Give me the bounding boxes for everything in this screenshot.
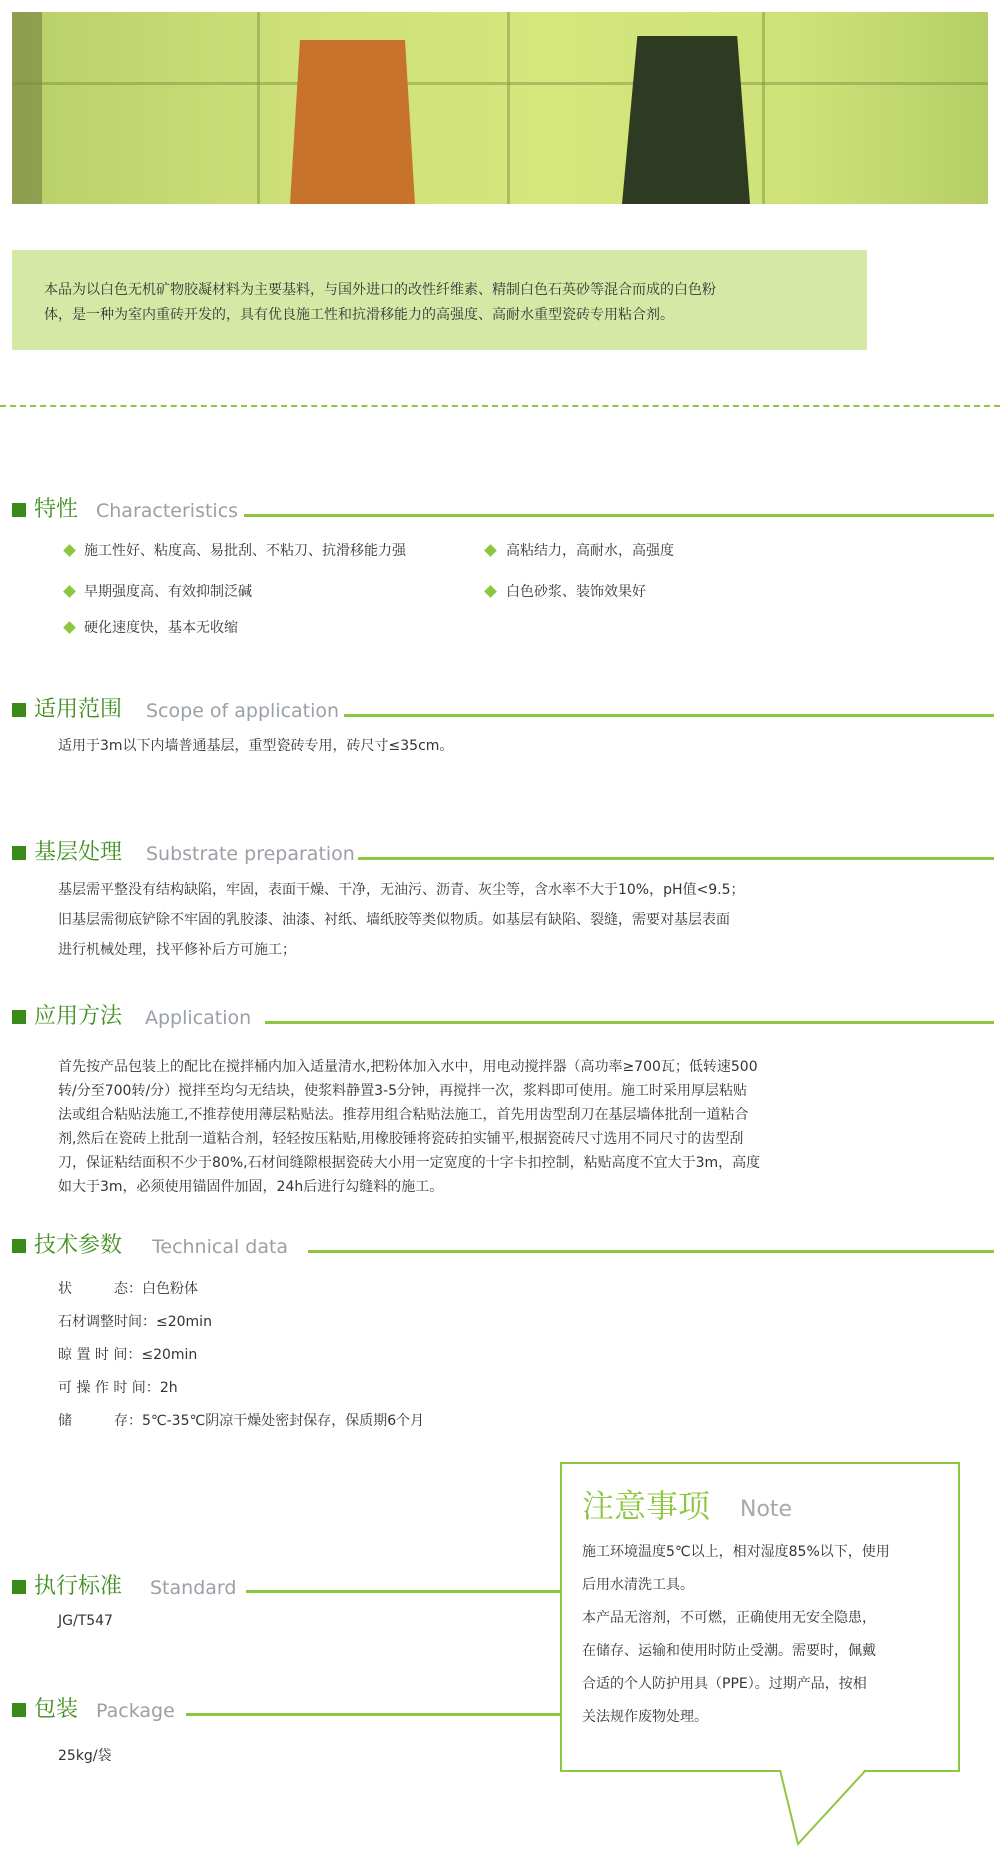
section-marker bbox=[12, 703, 26, 717]
section-line bbox=[344, 714, 994, 717]
tech-value: ≤20min bbox=[156, 1314, 212, 1330]
diamond-bullet-icon bbox=[63, 544, 76, 557]
standard-text: JG/T547 bbox=[58, 1613, 113, 1629]
package-title: 包装 bbox=[34, 1697, 79, 1722]
section-line bbox=[244, 514, 994, 517]
tech-row bbox=[58, 1410, 424, 1432]
substrate-line: 进行机械处理，找平修补后方可施工； bbox=[58, 942, 296, 958]
tech-label: 晾 置 时 间： bbox=[58, 1347, 142, 1363]
standard-title-en: Standard bbox=[150, 1577, 237, 1599]
application-line: 首先按产品包装上的配比在搅拌桶内加入适量清水,把粉体加入水中，用电动搅拌器（高功率≥700瓦；低转速500 bbox=[58, 1059, 758, 1075]
application-line: 刀，保证粘结面积不少于80%,石材间缝隙根据瓷砖大小用一定宽度的十字卡扣控制，粘贴高度不宜大于3m，高度 bbox=[58, 1155, 761, 1171]
characteristic-item: 白色砂浆、装饰效果好 bbox=[506, 584, 646, 600]
orange-tile-sample bbox=[290, 40, 415, 204]
note-title: 注意事项 bbox=[582, 1487, 711, 1525]
section-marker bbox=[12, 1703, 26, 1717]
characteristic-item: 硬化速度快，基本无收缩 bbox=[84, 620, 238, 636]
note-line: 关法规作废物处理。 bbox=[582, 1709, 708, 1725]
note-line: 本产品无溶剂，不可燃，正确使用无安全隐患， bbox=[582, 1610, 876, 1626]
note-line: 施工环境温度5℃以上，相对湿度85%以下，使用 bbox=[582, 1544, 890, 1560]
section-marker bbox=[12, 1239, 26, 1253]
tech-value: 5℃-35℃阴凉干燥处密封保存，保质期6个月 bbox=[142, 1413, 425, 1429]
application-title-en: Application bbox=[145, 1007, 252, 1029]
scope-title: 适用范围 bbox=[34, 697, 123, 722]
callout-tail bbox=[780, 1768, 900, 1848]
application-line: 转/分至700转/分）搅拌至均匀无结块，使浆料静置3-5分钟，再搅拌一次，浆料即可使用。施工时采用厚层粘贴 bbox=[58, 1083, 748, 1099]
tech-row bbox=[58, 1377, 178, 1399]
intro-text: 本品为以白色无机矿物胶凝材料为主要基料，与国外进口的改性纤维素、精制白色石英砂等混合而成的白色粉 体，是一种为室内重砖开发的，具有优良施工性和抗滑移能力的高强度、高耐水重型瓷砖专用粘合剂。 bbox=[44, 282, 716, 323]
tech-value: 白色粉体 bbox=[142, 1281, 198, 1297]
tech-label: 储 存： bbox=[58, 1413, 142, 1429]
section-line bbox=[308, 1250, 994, 1253]
section-marker bbox=[12, 1580, 26, 1594]
scope-text: 适用于3m以下内墙普通基层，重型瓷砖专用，砖尺寸≤35cm。 bbox=[58, 738, 454, 754]
characteristic-item: 高粘结力，高耐水，高强度 bbox=[506, 543, 674, 559]
technical-title: 技术参数 bbox=[34, 1233, 123, 1258]
note-line: 后用水清洗工具。 bbox=[582, 1577, 694, 1593]
tech-row bbox=[58, 1311, 212, 1333]
tech-row bbox=[58, 1278, 198, 1300]
tech-label: 可 操 作 时 间： bbox=[58, 1380, 160, 1396]
diamond-bullet-icon bbox=[484, 544, 497, 557]
tech-row bbox=[58, 1344, 197, 1366]
diamond-bullet-icon bbox=[63, 585, 76, 598]
hero-image bbox=[12, 12, 988, 204]
substrate-line: 基层需平整没有结构缺陷，牢固，表面干燥、干净，无油污、沥青、灰尘等，含水率不大于10%，pH值<9.5； bbox=[58, 882, 745, 898]
note-title-en: Note bbox=[740, 1497, 793, 1522]
section-line bbox=[358, 857, 994, 860]
characteristic-item: 早期强度高、有效抑制泛碱 bbox=[84, 584, 252, 600]
diamond-bullet-icon bbox=[484, 585, 497, 598]
section-marker bbox=[12, 1010, 26, 1024]
application-title: 应用方法 bbox=[34, 1004, 123, 1029]
application-line: 剂,然后在瓷砖上批刮一道粘合剂，轻轻按压粘贴,用橡胶锤将瓷砖拍实铺平,根据瓷砖尺寸选用不同尺寸的齿型刮 bbox=[58, 1131, 744, 1147]
technical-title-en: Technical data bbox=[152, 1236, 289, 1258]
package-title-en: Package bbox=[96, 1700, 175, 1722]
section-marker bbox=[12, 503, 26, 517]
section-marker bbox=[12, 846, 26, 860]
tech-value: ≤20min bbox=[141, 1347, 198, 1363]
intro-box bbox=[12, 250, 867, 350]
section-line bbox=[246, 1590, 561, 1593]
substrate-title-en: Substrate preparation bbox=[146, 843, 355, 865]
note-line: 在储存、运输和使用时防止受潮。需要时，佩戴 bbox=[582, 1643, 876, 1659]
characteristics-title: 特性 bbox=[34, 497, 79, 522]
note-line: 合适的个人防护用具（PPE）。过期产品，按相 bbox=[582, 1676, 867, 1692]
dark-tile-sample bbox=[622, 36, 750, 204]
section-line bbox=[265, 1021, 994, 1024]
standard-title: 执行标准 bbox=[34, 1574, 123, 1599]
substrate-line: 旧基层需彻底铲除不牢固的乳胶漆、油漆、衬纸、墙纸胶等类似物质。如基层有缺陷、裂缝，需要对基层表面 bbox=[58, 912, 730, 928]
scope-title-en: Scope of application bbox=[146, 700, 340, 722]
tech-value: 2h bbox=[159, 1380, 178, 1396]
note-callout bbox=[560, 1462, 960, 1772]
section-line bbox=[186, 1713, 561, 1716]
application-line: 法或组合粘贴法施工,不推荐使用薄层粘贴法。推荐用组合粘贴法施工，首先用齿型刮刀在基层墙体批刮一道粘合 bbox=[58, 1107, 749, 1123]
tech-label: 石材调整时间： bbox=[58, 1314, 156, 1330]
characteristic-item: 施工性好、粘度高、易批刮、不粘刀、抗滑移能力强 bbox=[84, 543, 406, 559]
application-line: 如大于3m，必须使用锚固件加固，24h后进行勾缝料的施工。 bbox=[58, 1179, 444, 1195]
package-text: 25kg/袋 bbox=[58, 1748, 112, 1764]
diamond-bullet-icon bbox=[63, 621, 76, 634]
substrate-title: 基层处理 bbox=[34, 840, 123, 865]
dashed-divider bbox=[0, 405, 1000, 407]
characteristics-title-en: Characteristics bbox=[96, 500, 239, 522]
tech-label: 状 态： bbox=[58, 1281, 142, 1297]
